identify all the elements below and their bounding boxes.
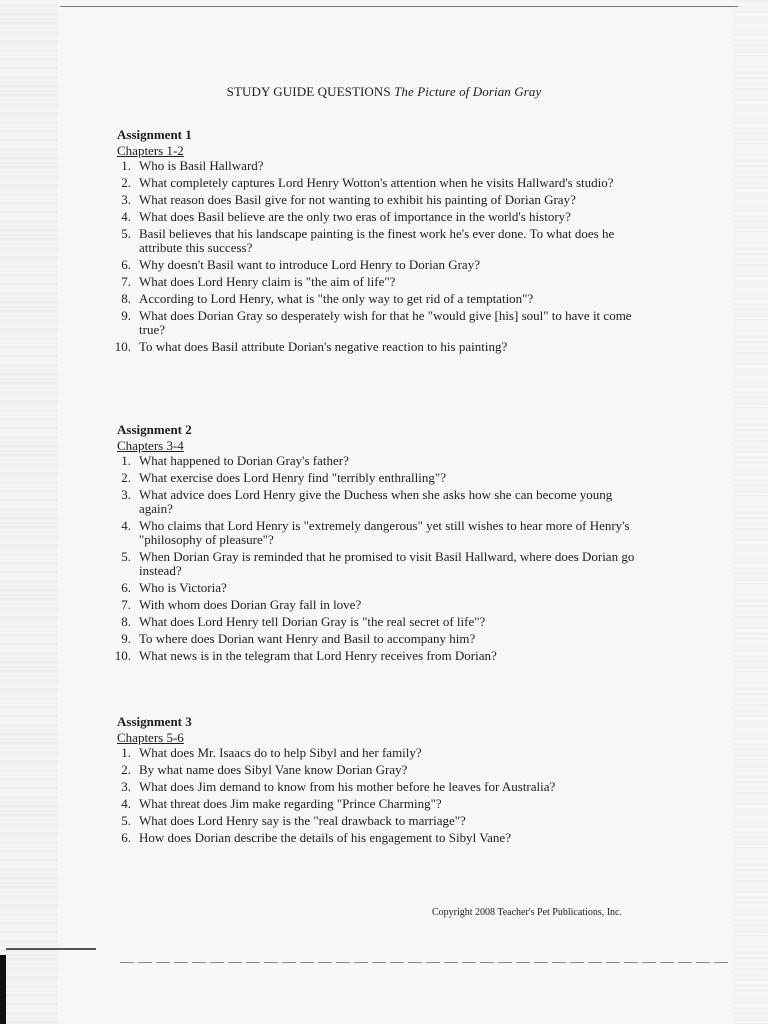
question-number: 1. [121,745,131,760]
question-number: 2. [121,762,131,777]
assignment-heading: Assignment 2 [117,422,192,437]
question-number: 5. [121,813,131,828]
question-number: 4. [121,796,131,811]
question-number: 6. [121,580,131,595]
question-text: What does Basil believe are the only two eras of importance in the world's history? [139,209,571,224]
question-item [117,780,637,794]
question-text: What does Mr. Isaacs do to help Sibyl and her family? [139,745,422,760]
question-text: Who is Basil Hallward? [139,158,264,173]
question-item [117,581,637,595]
scan-top-rule [60,6,738,7]
assignment-heading: Assignment 1 [117,127,192,142]
question-text: Why doesn't Basil want to introduce Lord Henry to Dorian Gray? [139,257,480,272]
question-number: 3. [121,487,131,502]
question-text: What exercise does Lord Henry find "terribly enthralling"? [139,470,446,485]
question-item [117,176,637,190]
question-number: 2. [121,470,131,485]
question-text: What reason does Basil give for not wanting to exhibit his painting of Dorian Gray? [139,192,576,207]
question-number: 1. [121,158,131,173]
question-item [117,550,637,578]
question-text: What does Lord Henry say is the "real drawback to marriage"? [139,813,466,828]
question-item [117,746,637,760]
question-item [117,159,637,173]
copyright-notice: Copyright 2008 Teacher's Pet Publications, Inc. [431,907,622,918]
question-item [117,210,637,224]
question-text: What does Jim demand to know from his mother before he leaves for Australia? [139,779,556,794]
page-title [0,84,768,100]
question-text: What completely captures Lord Henry Wotton's attention when he visits Hallward's studio? [139,175,614,190]
question-number: 6. [121,830,131,845]
question-text: Who claims that Lord Henry is "extremely dangerous" yet still wishes to hear more of Henry's "philosophy of pleasure"? [139,518,630,547]
question-list [114,158,637,354]
question-text: How does Dorian describe the details of his engagement to Sibyl Vane? [139,830,511,845]
question-number: 6. [121,257,131,272]
question-item [114,648,637,663]
question-item [117,258,637,272]
question-text: By what name does Sibyl Vane know Dorian Gray? [139,762,408,777]
question-text: To what does Basil attribute Dorian's negative reaction to his painting? [139,339,508,354]
question-item [117,227,637,255]
question-number: 4. [121,209,131,224]
chapters-label: Chapters 5-6 [117,730,184,745]
question-text: Basil believes that his landscape painting is the finest work he's ever done. To what does he attribute this success? [139,226,615,255]
question-text: With whom does Dorian Gray fall in love? [139,597,362,612]
question-text: What threat does Jim make regarding "Prince Charming"? [139,796,442,811]
question-item [117,797,637,811]
chapters-label: Chapters 1-2 [117,143,184,158]
assignment-1 [114,127,637,357]
question-text: What does Lord Henry tell Dorian Gray is "the real secret of life"? [139,614,486,629]
question-item [117,488,637,516]
question-number: 3. [121,192,131,207]
question-number: 5. [121,226,131,241]
question-number: 8. [121,614,131,629]
title-book: The Picture of Dorian Gray [394,84,542,99]
scan-edge-bar [0,955,6,1024]
question-number: 7. [121,597,131,612]
assignment-3 [117,714,637,848]
question-number: 3. [121,779,131,794]
question-number: 9. [121,308,131,323]
question-item [117,598,637,612]
scan-noise-right [734,0,768,1024]
question-text: When Dorian Gray is reminded that he promised to visit Basil Hallward, where does Dorian go instead? [139,549,635,578]
question-text: What does Dorian Gray so desperately wish for that he "would give [his] soul" to have it come true? [139,308,632,337]
question-item [117,831,637,845]
question-item [117,193,637,207]
question-item [117,309,637,337]
question-text: What does Lord Henry claim is "the aim of life"? [139,274,396,289]
question-text: What news is in the telegram that Lord Henry receives from Dorian? [139,648,497,663]
question-number: 2. [121,175,131,190]
assignment-heading: Assignment 3 [117,714,192,729]
scan-bottom-rule [120,962,728,963]
question-list [117,746,637,845]
question-item [117,632,637,646]
question-item [117,519,637,547]
question-text: What advice does Lord Henry give the Duchess when she asks how she can become young again? [139,487,613,516]
scan-edge-dash [6,948,96,950]
question-text: Who is Victoria? [139,580,227,595]
question-list [114,453,637,663]
question-number: 5. [121,549,131,564]
question-number: 7. [121,274,131,289]
question-number: 10. [114,339,131,354]
question-item [117,275,637,289]
title-prefix: STUDY GUIDE QUESTIONS [226,84,391,99]
chapters-label: Chapters 3-4 [117,438,184,453]
question-item [117,615,637,629]
question-number: 9. [121,631,131,646]
question-text: To where does Dorian want Henry and Basil to accompany him? [139,631,476,646]
question-text: What happened to Dorian Gray's father? [139,453,349,468]
question-item [117,292,637,306]
question-number: 1. [121,453,131,468]
question-item [117,763,637,777]
scan-noise-left [0,0,58,1024]
question-item [117,471,637,485]
question-number: 8. [121,291,131,306]
question-item [117,814,637,828]
question-number: 4. [121,518,131,533]
assignment-2 [114,422,637,666]
question-number: 10. [114,648,131,663]
question-item [114,339,637,354]
question-text: According to Lord Henry, what is "the only way to get rid of a temptation"? [139,291,534,306]
question-item [117,454,637,468]
